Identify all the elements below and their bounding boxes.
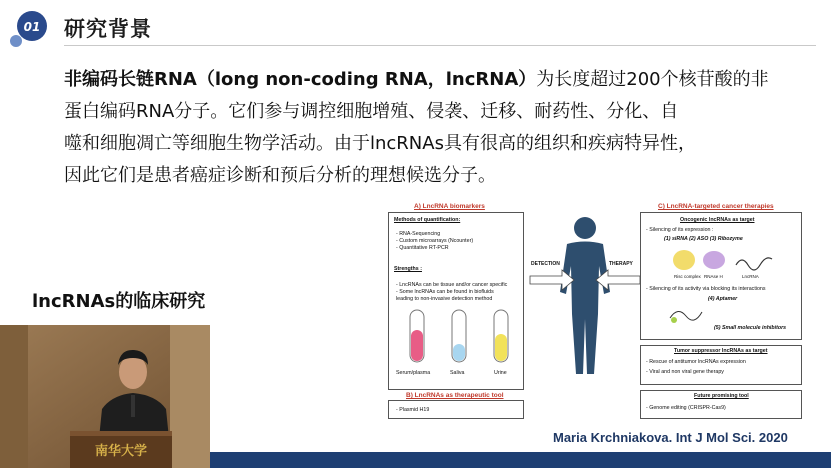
title-divider [64,45,816,46]
therapeutic-tool-title: B) LncRNAs as therapeutic tool [406,392,504,399]
strength-item: leading to non-invasive detection method [396,296,493,302]
lncrna-figure [384,200,804,428]
oncogenic-title: Oncogenic lncRNAs as target [680,217,755,223]
silencing-expression: - Silencing of its expression : [646,227,714,233]
rnase-label: RNAse H [704,274,723,279]
slide-title: 研究背景 [64,17,152,41]
tube-label: Saliva [450,370,465,376]
speaker-video [0,325,210,468]
tube-label: Urine [494,370,507,376]
method-item: - Custom microarrays (Ncounter) [396,238,474,244]
plasmid-item: - Plasmid H19 [396,407,430,413]
therapy-arrow-label: THERAPY [609,261,633,267]
strengths-title: Strengths : [394,266,422,272]
future-title: Future promising tool [694,393,749,399]
biomarkers-title: A) LncRNA biomarkers [414,203,485,210]
human-body-icon [524,214,646,382]
paragraph-line-1-text: 为长度超过200个核苷酸的非 [536,69,769,90]
methods-title: Methods of quantification: [394,217,461,223]
paragraph-line-1 [64,64,784,96]
suppressor-title: Tumor suppressor lncRNAs as target [674,348,768,354]
method-item: - RNA-Sequencing [396,231,441,237]
tube-label: Serum/plasma [396,370,431,376]
strength-item: - LncRNAs can be tissue and/or cancer specific [396,282,508,288]
detection-arrow-label: DETECTION [531,261,560,267]
small-molecule-label: (5) Small molecule inhibitors [714,325,787,331]
aptamer-label: (4) Aptamer [708,296,738,302]
aptamer-icon [666,302,712,326]
badge-shape-icon [4,8,54,48]
therapies-title: C) LncRNA-targeted cancer therapies [658,203,774,210]
speaker-image [0,325,210,468]
sample-tubes-icon [404,308,514,368]
complex-label: Risc complex [674,274,701,279]
podium-logo: 南华大学 [94,444,148,459]
lncrna-label: LncRNA [742,274,759,279]
section-number: 01 [23,20,41,34]
future-item: - Genome editing (CRISPR-Cas9) [646,405,726,411]
intro-paragraph [64,64,784,192]
silencing-activity: - Silencing of its activity via blocking its interactions [646,286,766,292]
strength-item: - Some lncRNAs can be found in biofluids [396,289,494,295]
suppressor-item: - Rescue of antitumor lncRNAs expression [646,359,746,365]
silencing-methods: (1) siRNA (2) ASO (3) Ribozyme [664,236,743,242]
suppressor-item: - Viral and non viral gene therapy [646,369,724,375]
paragraph-line-4: 因此它们是患者癌症诊断和预后分析的理想候选分子。 [64,165,496,186]
citation: Maria Krchniakova. Int J Mol Sci. 2020 [553,430,788,445]
method-item: - Quantitative RT-PCR [396,245,449,251]
rna-complex-icon [670,247,780,273]
paragraph-line-2: 蛋白编码RNA分子。它们参与调控细胞增殖、侵袭、迁移、耐药性、分化、自 [64,101,679,122]
clinical-research-heading: lncRNAs的临床研究 [32,291,206,312]
paragraph-bold-lead: 非编码长链RNA（long non-coding RNA，lncRNA） [64,69,537,90]
section-number-badge [4,8,54,48]
paragraph-line-3: 噬和细胞凋亡等细胞生物学活动。由于lncRNAs具有很高的组织和疾病特异性， [64,133,696,154]
bottom-accent-bar [210,452,831,468]
